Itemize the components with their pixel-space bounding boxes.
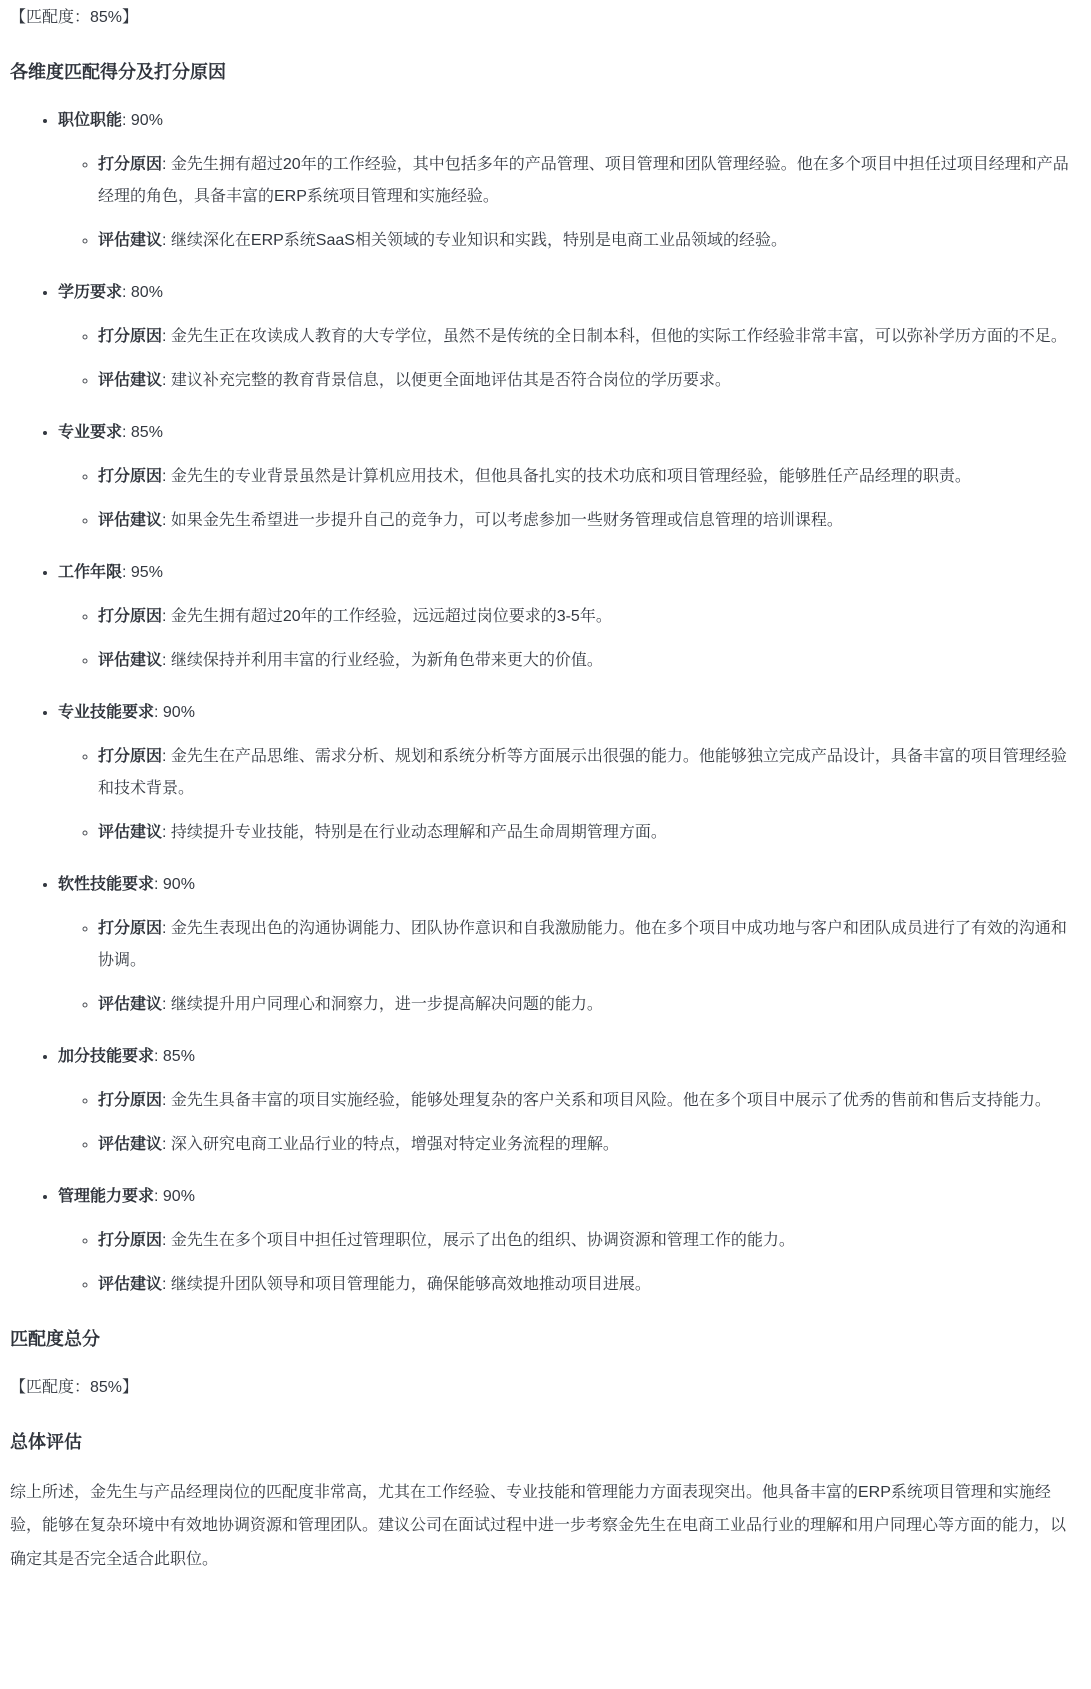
reason-label: 打分原因 <box>98 468 163 486</box>
dimension-score: 85% <box>162 1048 195 1066</box>
dimension-score: 90% <box>130 112 163 130</box>
dimension-detail-list <box>58 461 1079 537</box>
label-separator: : <box>122 284 131 302</box>
suggestion-text: 继续提升用户同理心和洞察力，进一步提高解决问题的能力。 <box>170 996 603 1014</box>
dimension-detail-list <box>58 741 1079 849</box>
reason-label: 打分原因 <box>98 1232 163 1250</box>
suggestion-item <box>98 505 1079 537</box>
match-score-line-bottom: 【匹配度：85%】 <box>10 1379 139 1397</box>
reason-text: 金先生具备丰富的项目实施经验，能够处理复杂的客户关系和项目风险。他在多个项目中展示了优秀的售前和售后支持能力。 <box>170 1092 1051 1110</box>
dimension-detail-list <box>58 321 1079 397</box>
dimension-detail-list <box>58 601 1079 677</box>
section-heading-dimension-scores: 各维度匹配得分及打分原因 <box>10 62 226 82</box>
dimension-item <box>58 417 1079 537</box>
label-separator: : <box>162 468 171 486</box>
suggestion-label: 评估建议 <box>98 824 163 842</box>
label-separator: : <box>122 424 131 442</box>
dimension-score: 90% <box>162 704 195 722</box>
dimension-label: 软性技能要求 <box>58 876 155 894</box>
dimension-score: 90% <box>162 876 195 894</box>
reason-text: 金先生拥有超过20年的工作经验，远远超过岗位要求的3-5年。 <box>170 608 612 626</box>
suggestion-text: 持续提升专业技能，特别是在行业动态理解和产品生命周期管理方面。 <box>170 824 667 842</box>
dimension-score: 95% <box>130 564 163 582</box>
dimension-item <box>58 557 1079 677</box>
label-separator: : <box>162 328 171 346</box>
suggestion-item <box>98 989 1079 1021</box>
suggestion-item <box>98 645 1079 677</box>
label-separator: : <box>162 824 171 842</box>
reason-text: 金先生的专业背景虽然是计算机应用技术，但他具备扎实的技术功底和项目管理经验，能够胜任产品经理的职责。 <box>170 468 971 486</box>
dimension-list <box>10 105 1079 1301</box>
suggestion-text: 继续提升团队领导和项目管理能力，确保能够高效地推动项目进展。 <box>170 1276 651 1294</box>
label-separator: : <box>162 1276 171 1294</box>
reason-item <box>98 461 1079 493</box>
label-separator: : <box>162 372 171 390</box>
dimension-score: 90% <box>162 1188 195 1206</box>
label-separator: : <box>154 704 163 722</box>
reason-text: 金先生正在攻读成人教育的大专学位，虽然不是传统的全日制本科，但他的实际工作经验非常丰富，可以弥补学历方面的不足。 <box>170 328 1067 346</box>
suggestion-label: 评估建议 <box>98 652 163 670</box>
label-separator: : <box>162 1136 171 1154</box>
reason-label: 打分原因 <box>98 920 163 938</box>
reason-text: 金先生在产品思维、需求分析、规划和系统分析等方面展示出很强的能力。他能够独立完成产品设计，具备丰富的项目管理经验和技术背景。 <box>98 748 1067 798</box>
suggestion-text: 继续深化在ERP系统SaaS相关领域的专业知识和实践，特别是电商工业品领域的经验。 <box>170 232 787 250</box>
label-separator: : <box>162 608 171 626</box>
dimension-label: 加分技能要求 <box>58 1048 155 1066</box>
dimension-item <box>58 277 1079 397</box>
label-separator: : <box>162 232 171 250</box>
label-separator: : <box>162 920 171 938</box>
reason-label: 打分原因 <box>98 328 163 346</box>
dimension-item <box>58 1041 1079 1161</box>
reason-item <box>98 913 1079 977</box>
suggestion-item <box>98 817 1079 849</box>
suggestion-label: 评估建议 <box>98 1276 163 1294</box>
suggestion-item <box>98 1269 1079 1301</box>
reason-item <box>98 601 1079 633</box>
suggestion-label: 评估建议 <box>98 996 163 1014</box>
label-separator: : <box>162 1232 171 1250</box>
dimension-item <box>58 1181 1079 1301</box>
suggestion-label: 评估建议 <box>98 232 163 250</box>
match-score-line-top: 【匹配度：85%】 <box>10 9 139 26</box>
suggestion-text: 如果金先生希望进一步提升自己的竞争力，可以考虑参加一些财务管理或信息管理的培训课程。 <box>170 512 843 530</box>
reason-label: 打分原因 <box>98 156 163 174</box>
dimension-detail-list <box>58 913 1079 1021</box>
suggestion-item <box>98 1129 1079 1161</box>
suggestion-text: 深入研究电商工业品行业的特点，增强对特定业务流程的理解。 <box>170 1136 619 1154</box>
dimension-label: 工作年限 <box>58 564 123 582</box>
dimension-detail-list <box>58 1225 1079 1301</box>
label-separator: : <box>122 564 131 582</box>
label-separator: : <box>162 156 171 174</box>
suggestion-text: 继续保持并利用丰富的行业经验，为新角色带来更大的价值。 <box>170 652 603 670</box>
dimension-label: 专业要求 <box>58 424 123 442</box>
label-separator: : <box>162 748 171 766</box>
reason-item <box>98 149 1079 213</box>
label-separator: : <box>162 996 171 1014</box>
suggestion-label: 评估建议 <box>98 372 163 390</box>
dimension-item <box>58 105 1079 257</box>
dimension-label: 学历要求 <box>58 284 123 302</box>
section-heading-total-score: 匹配度总分 <box>10 1329 100 1350</box>
dimension-score: 80% <box>130 284 163 302</box>
reason-text: 金先生表现出色的沟通协调能力、团队协作意识和自我激励能力。他在多个项目中成功地与客户和团队成员进行了有效的沟通和协调。 <box>98 920 1067 970</box>
reason-label: 打分原因 <box>98 608 163 626</box>
reason-item <box>98 321 1079 353</box>
dimension-detail-list <box>58 1085 1079 1161</box>
label-separator: : <box>162 512 171 530</box>
suggestion-label: 评估建议 <box>98 512 163 530</box>
dimension-item <box>58 869 1079 1021</box>
label-separator: : <box>162 1092 171 1110</box>
label-separator: : <box>122 112 131 130</box>
suggestion-item <box>98 225 1079 257</box>
dimension-item <box>58 697 1079 849</box>
dimension-label: 管理能力要求 <box>58 1188 155 1206</box>
reason-label: 打分原因 <box>98 748 163 766</box>
dimension-label: 职位职能 <box>58 112 123 130</box>
label-separator: : <box>154 1048 163 1066</box>
suggestion-text: 建议补充完整的教育背景信息，以便更全面地评估其是否符合岗位的学历要求。 <box>170 372 731 390</box>
label-separator: : <box>154 876 163 894</box>
reason-text: 金先生拥有超过20年的工作经验，其中包括多年的产品管理、项目管理和团队管理经验。他在多个项目中担任过项目经理和产品经理的角色，具备丰富的ERP系统项目管理和实施经验。 <box>98 156 1069 206</box>
reason-item <box>98 1085 1079 1117</box>
reason-item <box>98 741 1079 805</box>
reason-item <box>98 1225 1079 1257</box>
dimension-score: 85% <box>130 424 163 442</box>
dimension-label: 专业技能要求 <box>58 704 155 722</box>
reason-text: 金先生在多个项目中担任过管理职位，展示了出色的组织、协调资源和管理工作的能力。 <box>170 1232 795 1250</box>
suggestion-label: 评估建议 <box>98 1136 163 1154</box>
reason-label: 打分原因 <box>98 1092 163 1110</box>
suggestion-item <box>98 365 1079 397</box>
label-separator: : <box>154 1188 163 1206</box>
overall-assessment-text: 综上所述，金先生与产品经理岗位的匹配度非常高，尤其在工作经验、专业技能和管理能力方面表现突出。他具备丰富的ERP系统项目管理和实施经验，能够在复杂环境中有效地协调资源和管理团队。建议公司在面试过程中进一步考察金先生在电商工业品行业的理解和用户同理心等方面的能力，以确定其是否完全适合此职位。 <box>10 1483 1067 1568</box>
label-separator: : <box>162 652 171 670</box>
dimension-detail-list <box>58 149 1079 257</box>
section-heading-overall: 总体评估 <box>10 1432 82 1453</box>
